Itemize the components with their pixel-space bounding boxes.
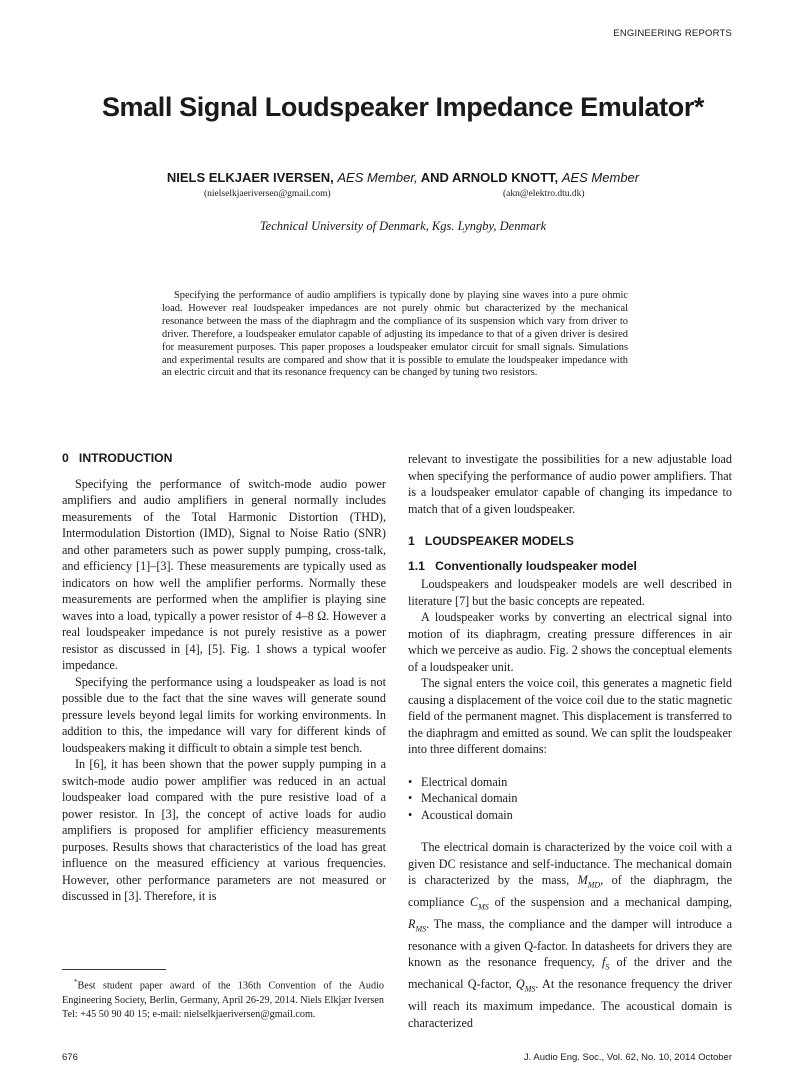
right-column: [408, 451, 732, 1031]
intro-paragraph-3: In [6], it has been shown that the power supply pumping in a switch-mode audio power amplifier was reduced in an actual loudspeaker load compared with the pure resistive load of a power resistor. In [3], the concept of active loads for audio amplifiers is proposed for amplifier efficiency measurements purposes. Results shows that characteristics of the load has great influence on the measured efficiency at various frequencies. However, other performance parameters are not measured or discussed in [3]. Therefore, it is: [62, 757, 386, 903]
paper-title: Small Signal Loudspeaker Impedance Emulator*: [101, 92, 705, 122]
symbol-subscript: MS: [524, 984, 536, 994]
affiliation: Technical University of Denmark, Kgs. Lyngby, Denmark: [259, 219, 547, 233]
author-connector: AND: [420, 170, 449, 185]
domains-paragraph: [408, 839, 732, 1031]
author-1-email: (nielselkjaeriversen@gmail.com): [204, 189, 331, 199]
symbol-subscript: MD: [587, 880, 601, 890]
author-1-name: NIELS ELKJAER IVERSEN,: [166, 170, 334, 185]
footnote-marker: *: [74, 978, 78, 986]
models-paragraph-2: A loudspeaker works by converting an electrical signal into motion of its diaphragm, creating pressure differences in air which we perceive as audio. Fig. 2 shows the conceptual elements of a loudspeaker unit.: [408, 610, 732, 674]
symbol-subscript: S: [605, 962, 610, 972]
continuation-paragraph: relevant to investigate the possibilities for a new adjustable load when specifying the performance of audio power amplifiers. That is a loudspeaker emulator capable of changing its impedance to match that of a given loudspeaker.: [408, 452, 732, 516]
left-column: [62, 450, 386, 905]
author-2-name: ARNOLD KNOTT,: [452, 170, 559, 185]
footnote-rule: [62, 969, 166, 970]
footnote: [62, 975, 384, 1022]
subsection-heading-conventional-model: 1.1 Conventionally loudspeaker model: [408, 558, 637, 573]
intro-paragraph-2: Specifying the performance using a loudspeaker as load is not possible due to the fact that the sine waves will generate sound pressure levels beyond legal limits for working environments. In addition to this, the impedance will vary for different kinds of loudspeakers making it difficult to obtain a simple test bench.: [62, 674, 386, 755]
page-number: 676: [62, 1052, 78, 1063]
symbol-subscript: MS: [478, 902, 489, 912]
models-paragraph-3: The signal enters the voice coil, this generates a magnetic field causing a displacement of the voice coil due to the static magnetic field of the permanent magnet. This displacement is transferred to the diaphragm and emitted as sound. We can split the loudspeaker into three different domains:: [408, 676, 732, 756]
list-item: • Electrical domain: [408, 774, 732, 791]
section-tag: ENGINEERING REPORTS: [613, 28, 732, 39]
text-run: of the suspension and a mechanical damping,: [488, 894, 733, 909]
domain-list: [408, 774, 732, 824]
symbol-damping: R: [408, 916, 416, 931]
author-1-role: AES Member,: [337, 170, 418, 185]
author-line: [0, 170, 806, 185]
text-run: , of the diaphragm, the compliance: [408, 873, 732, 909]
section-heading-introduction: 0 INTRODUCTION: [62, 451, 173, 465]
section-heading-loudspeaker-models: 1 LOUDSPEAKER MODELS: [408, 534, 574, 548]
symbol-compliance: C: [469, 894, 479, 909]
text-run: The electrical domain is characterized by the voice coil with a given DC resistance and self-inductance. The mechanical domain is characterized by the mass,: [408, 840, 732, 887]
list-item: • Acoustical domain: [408, 807, 732, 824]
list-item: • Mechanical domain: [408, 790, 732, 807]
footnote-text: Best student paper award of the 136th Convention of the Audio Engineering Society, Berlin, Germany, April 26-29, 2014. Niels Elkjær Iversen Tel: +45 50 90 40 15; e-mail: nielselkjaeriversen@gmail.com.: [62, 980, 384, 1020]
text-run: . At the resonance frequency the driver will reach its maximum impedance. The acoustical domain is characterized: [408, 977, 732, 1030]
symbol-subscript: MS: [415, 924, 427, 934]
intro-paragraph-1: Specifying the performance of switch-mode audio power amplifiers and audio amplifiers in general normally includes measurements of the Total Harmonic Distortion (THD), Intermodulation Distortion (IMD), Signal to Noise Ratio (SNR) and other parameters such as power supply pumping, cross-talk, and efficiency [1]–[3]. These measurements are typically used as indicators on how well the amplifier performs. Normally these measurements are performed when the amplifier is playing sine waves into a load, typically a power resistor of 4–8 Ω. However a real loudspeaker impedance is not purely resistive as a power resistor as discussed in [4], [5]. Fig. 1 shows a typical woofer impedance.: [62, 476, 386, 672]
models-paragraph-1: Loudspeakers and loudspeaker models are well described in literature [7] but the basic concepts are repeated.: [408, 577, 732, 608]
author-2-email: (akn@elektro.dtu.dk): [503, 189, 585, 199]
author-2-role: AES Member: [561, 170, 640, 185]
symbol-mass: M: [577, 873, 588, 887]
symbol-q-factor: Q: [515, 977, 525, 992]
text-run: of the driver and the mechanical Q-factor,: [408, 955, 732, 992]
journal-citation: J. Audio Eng. Soc., Vol. 62, No. 10, 2014 October: [523, 1052, 732, 1063]
abstract: Specifying the performance of audio amplifiers is typically done by playing sine waves into a pure ohmic load. However real loudspeaker impedances are not purely ohmic but characterized by the mechanical resonance between the mass of the diaphragm and the compliance of its suspension which vary from driver to driver. Therefore, a loudspeaker emulator capable of adjusting its impedance to that of a given driver is desired for measurement purposes. This paper proposes a loudspeaker emulator circuit for small signals. Simulations and experimental results are compared and show that it is possible to emulate the loudspeaker impedance with an electric circuit and that its resonance frequency can be changed by tuning two resistors.: [162, 290, 628, 379]
text-run: . The mass, the compliance and the damper will introduce a resonance with a given Q-factor. In datasheets for drivers they are known as the resonance frequency,: [408, 916, 732, 970]
symbol-resonance-frequency: f: [601, 955, 606, 970]
